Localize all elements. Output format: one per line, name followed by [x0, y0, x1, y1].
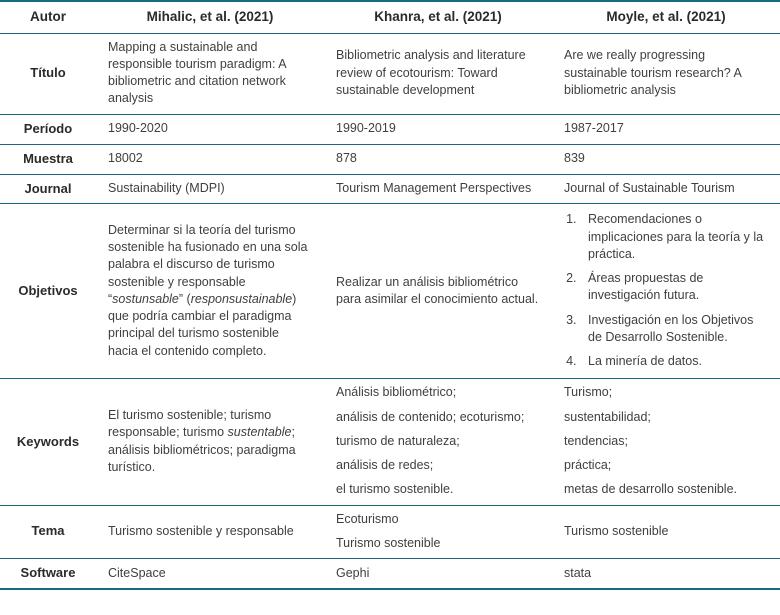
table-cell: 1990-2020 [108, 120, 168, 135]
table-cell: 1987-2017 [564, 120, 624, 135]
cell-line: Turismo sostenible [336, 535, 441, 550]
table-cell: Sustainability (MDPI) [108, 180, 225, 195]
row-label: Título [30, 65, 66, 81]
table-cell: Are we really progressing sustainable tourism research? A bibliometric analysis [564, 48, 742, 97]
row-label: Tema [31, 523, 65, 539]
cell-line: turismo de naturaleza; [336, 433, 460, 448]
table-cell: Bibliometric analysis and literature review of ecotourism: Toward sustainable development [336, 48, 526, 97]
row-label: Journal [24, 180, 72, 196]
table-cell: Realizar un análisis bibliométrico para asimilar el conocimiento actual. [336, 274, 539, 306]
objectives-list-item: 1. Recomendaciones o implicaciones para la teoría y la práctica. [580, 211, 768, 263]
table-cell [552, 379, 780, 505]
table-cell: CiteSpace [108, 565, 166, 580]
table-cell: 18002 [108, 150, 143, 165]
table-cell: Mapping a sustainable and responsible tourism paradigm: A bibliometric and citation network analysis [108, 39, 286, 106]
cell-line: tendencias; [564, 433, 628, 448]
table-cell: Turismo sostenible [564, 523, 669, 538]
table-cell [324, 379, 552, 505]
table-row [0, 174, 780, 204]
column-header-mihalic: Mihalic, et al. (2021) [146, 9, 274, 24]
column-header-moyle: Moyle, et al. (2021) [606, 9, 726, 24]
table-cell: 1990-2019 [336, 120, 396, 135]
objectives-list-item: 2. Áreas propuestas de investigación futura. [580, 270, 768, 305]
table-cell [324, 505, 552, 559]
row-label: Keywords [16, 433, 80, 449]
objectives-list-item: 3. Investigación en los Objetivos de Desarrollo Sostenible. [580, 312, 768, 347]
table-cell: 839 [564, 150, 585, 165]
table-row [0, 379, 780, 505]
row-label: Muestra [23, 150, 73, 166]
row-label: Software [20, 565, 76, 581]
table-cell: El turismo sostenible; turismo responsable; turismo sustentable; análisis bibliométricos; paradigma turístico. [108, 408, 296, 474]
table-cell: stata [564, 565, 592, 580]
cell-line: práctica; [564, 458, 612, 473]
cell-line: el turismo sostenible. [336, 482, 454, 497]
table-cell: Turismo sostenible y responsable [108, 523, 294, 538]
cell-line: metas de desarrollo sostenible. [564, 482, 738, 497]
table-body [0, 33, 780, 589]
table-row [0, 204, 780, 379]
corner-label: Autor [30, 9, 66, 24]
cell-line: Ecoturismo [336, 511, 399, 526]
row-label: Período [23, 120, 73, 136]
table-cell: Determinar si la teoría del turismo sostenible ha fusionado en una sola palabra el discurso de turismo sostenible y responsable “sostunsable” (responsustainable) que podría cambiar el paradigma principal del turismo sostenible hacia el contenido completo. [108, 222, 308, 358]
objectives-list-item: 4. La minería de datos. [580, 353, 768, 370]
table-cell: Tourism Management Perspectives [336, 180, 532, 195]
table-cell: Journal of Sustainable Tourism [564, 180, 735, 195]
cell-line: Turismo; [564, 385, 613, 400]
table-cell [552, 204, 780, 379]
column-header-khanra: Khanra, et al. (2021) [374, 9, 502, 24]
header-row [0, 1, 780, 33]
objectives-list [564, 211, 768, 370]
table-row [0, 114, 780, 144]
cell-line: sustentabilidad; [564, 409, 651, 424]
cell-line: análisis de contenido; ecoturismo; [336, 409, 525, 424]
table-row [0, 559, 780, 589]
cell-line: Análisis bibliométrico; [336, 385, 457, 400]
cell-line: análisis de redes; [336, 458, 434, 473]
table-row [0, 144, 780, 174]
table-row [0, 505, 780, 559]
table-row [0, 33, 780, 114]
row-label: Objetivos [18, 282, 78, 298]
table-cell: Gephi [336, 565, 370, 580]
table-cell: 878 [336, 150, 357, 165]
